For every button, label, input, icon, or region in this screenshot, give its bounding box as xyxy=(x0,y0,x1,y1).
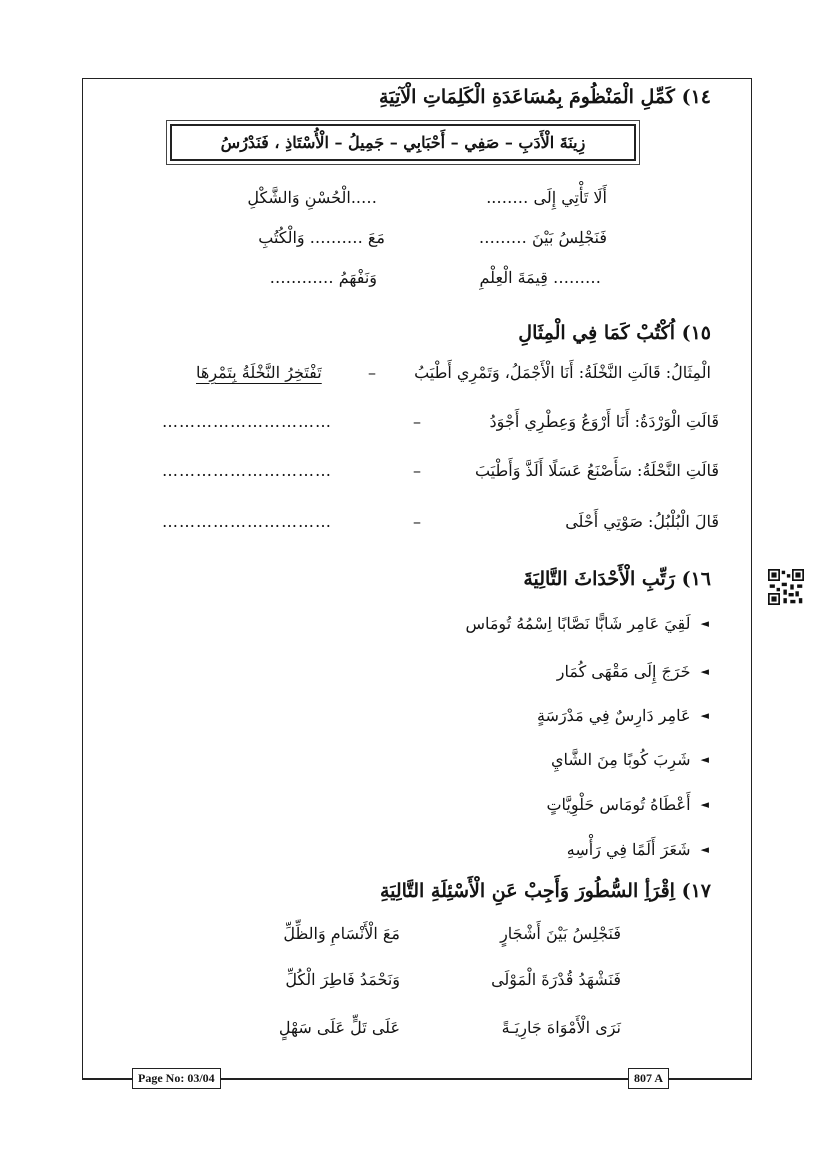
q14-line-1-left: …..الْحُسْنِ وَالشَّكْلِ xyxy=(247,188,377,207)
word-box xyxy=(170,124,636,161)
event-5-text: أَعْطَاهُ تُومَاس حَلْوِيَّاتٍ xyxy=(546,795,691,814)
event-6 xyxy=(567,840,709,859)
q15-item-1-blank: ………………………… xyxy=(162,412,332,431)
q14-line-2-right: فَنَجْلِسُ بَيْنَ ……… xyxy=(478,228,607,247)
event-5 xyxy=(546,795,709,814)
q15-item-1-dash: – xyxy=(413,412,421,431)
q17-line-3-left: عَلَى تَلٍّ عَلَى سَهْلٍ xyxy=(278,1018,400,1037)
q15-item-2-text: قَالَتِ النَّحْلَةُ: سَأَصْنَعُ عَسَلًا أَلَذَّ وَأَطْيَبَ xyxy=(474,461,719,480)
q15-item-2-blank: ………………………… xyxy=(162,461,332,480)
event-3-text: عَامِر دَارِسٌ فِي مَدْرَسَةٍ xyxy=(536,706,691,725)
event-1-text: لَقِيَ عَامِر شَابًّا نَصَّابًا اِسْمُهُ تُومَاس xyxy=(465,614,691,633)
q14-heading: ١٤) كَمِّلِ الْمَنْظُومَ بِمُسَاعَدَةِ الْكَلِمَاتِ الْآتِيَةِ xyxy=(379,86,711,108)
q15-heading: ١٥) اُكْتُبْ كَمَا فِي الْمِثَالِ xyxy=(518,322,711,344)
event-2-text: خَرَجَ إِلَى مَقْهَى كُمَار xyxy=(556,662,691,681)
pointer-left-icon: ◄ xyxy=(700,665,709,678)
q17-heading: ١٧) اِقْرَأِ السُّطُورَ وَأَجِبْ عَنِ الْأَسْئِلَةِ التَّالِيَةِ xyxy=(379,880,711,902)
event-2 xyxy=(557,662,709,681)
q14-line-2-left: مَعَ ………. وَالْكُتُبِ xyxy=(258,228,385,247)
q15-example-answer: تَفْتَخِرُ النَّخْلَةُ بِتَمْرِهَا xyxy=(196,363,322,382)
event-1 xyxy=(465,614,709,633)
q15-item-2-dash: – xyxy=(413,461,421,480)
paper-code: 807 A xyxy=(628,1068,669,1089)
q15-item-1-text: قَالَتِ الْوَرْدَةُ: أَنَا أَرْوَعُ وَعِطْرِي أَجْوَدُ xyxy=(489,412,719,431)
event-4-text: شَرِبَ كُوبًا مِنَ الشَّايِ xyxy=(551,750,691,769)
q17-line-2-right: فَنَشْهَدُ قُدْرَةَ الْمَوْلَى xyxy=(491,970,621,989)
q16-heading: ١٦) رَتِّبِ الْأَحْدَاثَ التَّالِيَةَ xyxy=(523,568,711,590)
q14-line-1-right: أَلَا تَأْتِي إِلَى …….. xyxy=(486,188,607,207)
q15-example-dash: – xyxy=(368,363,376,382)
pointer-left-icon: ◄ xyxy=(700,617,709,630)
word-list: زِينَةَ الْأَدَبِ – صَفِي – أَحْبَابِي – جَمِيلُ – الْأُسْتَاذِ ، فَنَدْرُسُ xyxy=(220,133,586,152)
q15-item-3-text: قَالَ الْبُلْبُلُ: صَوْتِي أَحْلَى xyxy=(565,512,719,531)
q15-item-3-blank: ………………………… xyxy=(162,512,332,531)
q15-item-3-dash: – xyxy=(413,512,421,531)
pointer-left-icon: ◄ xyxy=(700,753,709,766)
q17-line-1-right: فَنَجْلِسُ بَيْنَ أَشْجَارٍ xyxy=(500,924,621,943)
page-number: Page No: 03/04 xyxy=(132,1068,221,1089)
pointer-left-icon: ◄ xyxy=(700,709,709,722)
pointer-left-icon: ◄ xyxy=(700,798,709,811)
q14-line-3-right: ……… قِيمَةَ الْعِلْمِ xyxy=(479,268,601,287)
q17-line-2-left: وَنَحْمَدُ فَاطِرَ الْكُلِّ xyxy=(285,970,400,989)
q17-line-3-right: نَرَى الْأَمْوَاهَ جَارِيَـةً xyxy=(501,1018,621,1037)
event-3 xyxy=(537,706,709,725)
q15-example-text: الْمِثَالُ: قَالَتِ النَّخْلَةُ: أَنَا الْأَجْمَلُ، وَتَمْرِي أَطْيَبُ xyxy=(414,363,711,382)
event-4 xyxy=(551,750,709,769)
q17-line-1-left: مَعَ الْأَنْسَامِ وَالظِّلِّ xyxy=(283,924,400,943)
q14-line-3-left: وَنَفْهَمُ ………… xyxy=(269,268,377,287)
event-6-text: شَعَرَ أَلَمًا فِي رَأْسِهِ xyxy=(566,840,691,859)
qr-code-icon xyxy=(768,569,804,605)
pointer-left-icon: ◄ xyxy=(700,843,709,856)
